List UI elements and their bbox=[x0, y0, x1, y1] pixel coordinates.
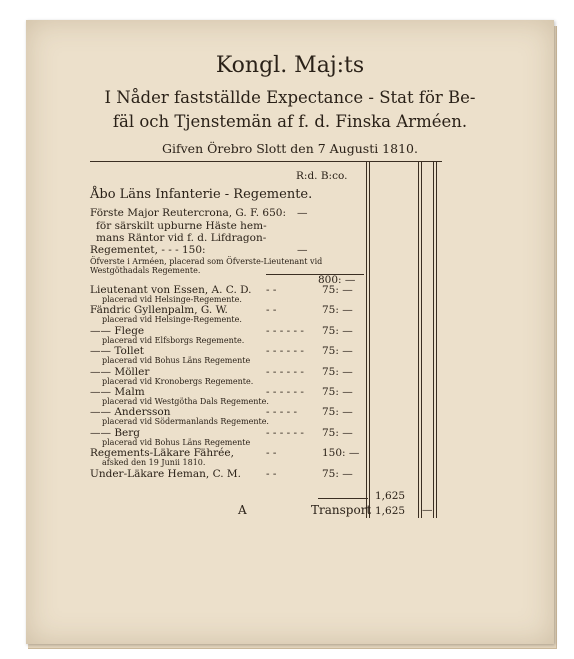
entry-note: afsked den 19 Junii 1810. bbox=[102, 458, 206, 468]
entry-note: placerad vid Helsinge-Regemente. bbox=[102, 295, 242, 304]
entry-name: —— Flege bbox=[90, 324, 145, 337]
entry-amount: 75: — bbox=[322, 365, 353, 378]
entry-amount: 75: — bbox=[322, 386, 353, 398]
currency-header: R:d. B:co. bbox=[296, 170, 348, 182]
given-line: Gifven Örebro Slott den 7 Augusti 1810. bbox=[162, 141, 418, 156]
entry-amount: 75: — bbox=[322, 284, 353, 296]
entry-amount: 75: — bbox=[322, 406, 353, 419]
entry-name: Fändric Gyllenpalm, G. W. bbox=[90, 304, 228, 317]
entry-dashes: - - bbox=[266, 304, 277, 317]
entry-name: Regements-Läkare Fährée, bbox=[90, 447, 234, 460]
entry-name: —— Andersson bbox=[90, 406, 171, 419]
ledger-rule-6 bbox=[436, 162, 437, 518]
entry-name: Under-Läkare Heman, C. M. bbox=[90, 467, 241, 480]
entry-amount: 75: — bbox=[322, 467, 353, 480]
entry-note: placerad vid Elfsborgs Regemente. bbox=[102, 335, 245, 345]
entry-amount: 75: — bbox=[322, 324, 353, 337]
entry-dashes: - - - - - - bbox=[266, 345, 304, 358]
ledger-rule-3 bbox=[418, 162, 419, 518]
entry-dashes: - - - - - - bbox=[266, 386, 304, 398]
entry-amount: 75: — bbox=[322, 426, 353, 439]
document-page bbox=[26, 20, 554, 644]
ledger-rule-2 bbox=[369, 162, 370, 518]
row-name: Regementet, - - - 150: bbox=[90, 244, 206, 256]
row-name: mans Räntor vid f. d. Lifdragon- bbox=[96, 232, 267, 244]
row-amount: — bbox=[297, 207, 308, 219]
entry-dashes: - - bbox=[266, 447, 277, 460]
entry-note: placerad vid Södermanlands Regemente. bbox=[102, 417, 269, 427]
row-name: för särskilt upburne Häste hem- bbox=[96, 220, 267, 232]
sum-value: 1,625 bbox=[375, 490, 406, 502]
entry-amount: 75: — bbox=[322, 304, 353, 317]
entry-name: —— Tollet bbox=[90, 345, 144, 358]
signature-mark: A bbox=[238, 503, 247, 517]
entry-amount: 150: — bbox=[322, 447, 360, 460]
row-amount: — bbox=[297, 244, 308, 256]
entry-note: placerad vid Kronobergs Regemente. bbox=[102, 376, 254, 386]
entry-note: placerad vid Bohus Läns Regemente bbox=[102, 356, 251, 366]
entry-name: —— Berg bbox=[90, 426, 141, 439]
ledger-rule-4 bbox=[421, 162, 422, 518]
ledger-rule-5 bbox=[433, 162, 434, 518]
entry-amount: 75: — bbox=[322, 345, 353, 358]
entry-name: —— Malm bbox=[90, 386, 145, 398]
reutercrona-total: 800: — bbox=[318, 274, 356, 286]
entry-dashes: - - - - - - bbox=[266, 365, 304, 378]
section-heading: Åbo Läns Infanterie - Regemente. bbox=[90, 187, 313, 202]
entry-dashes: - - bbox=[266, 284, 277, 296]
document-title: Kongl. Maj:ts bbox=[215, 53, 365, 78]
entry-name: Lieutenant von Essen, A. C. D. bbox=[90, 284, 252, 296]
entry-name: —— Möller bbox=[90, 365, 150, 378]
transport-label: Transport bbox=[311, 503, 372, 517]
entry-note: placerad vid Westgötha Dals Regemente. bbox=[102, 397, 269, 406]
row-name: Förste Major Reutercrona, G. F. 650: bbox=[90, 207, 287, 219]
entry-note: placerad vid Helsinge-Regemente. bbox=[102, 315, 242, 325]
ledger-rule-1 bbox=[366, 162, 367, 518]
entry-dashes: - - bbox=[266, 467, 277, 480]
entry-note: placerad vid Bohus Läns Regemente bbox=[102, 437, 251, 447]
header-rule bbox=[90, 161, 442, 162]
subtitle-line-2: fäl och Tjenstemän af f. d. Finska Arméen. bbox=[112, 112, 468, 131]
entry-dashes: - - - - - - bbox=[266, 324, 304, 337]
row-note: Öfverste i Arméen, placerad som Öfverste-Lieutenant vid Westgöthadals Regemente. bbox=[90, 257, 323, 275]
entry-dashes: - - - - - bbox=[266, 406, 298, 419]
transport-value: 1,625 bbox=[375, 505, 406, 517]
transport-dash: — bbox=[422, 504, 433, 516]
entry-dashes: - - - - - - bbox=[266, 426, 304, 439]
subtitle-line-1: I Nåder fastställde Expectance - Stat för Be- bbox=[104, 88, 476, 107]
sum-rule bbox=[318, 498, 368, 499]
